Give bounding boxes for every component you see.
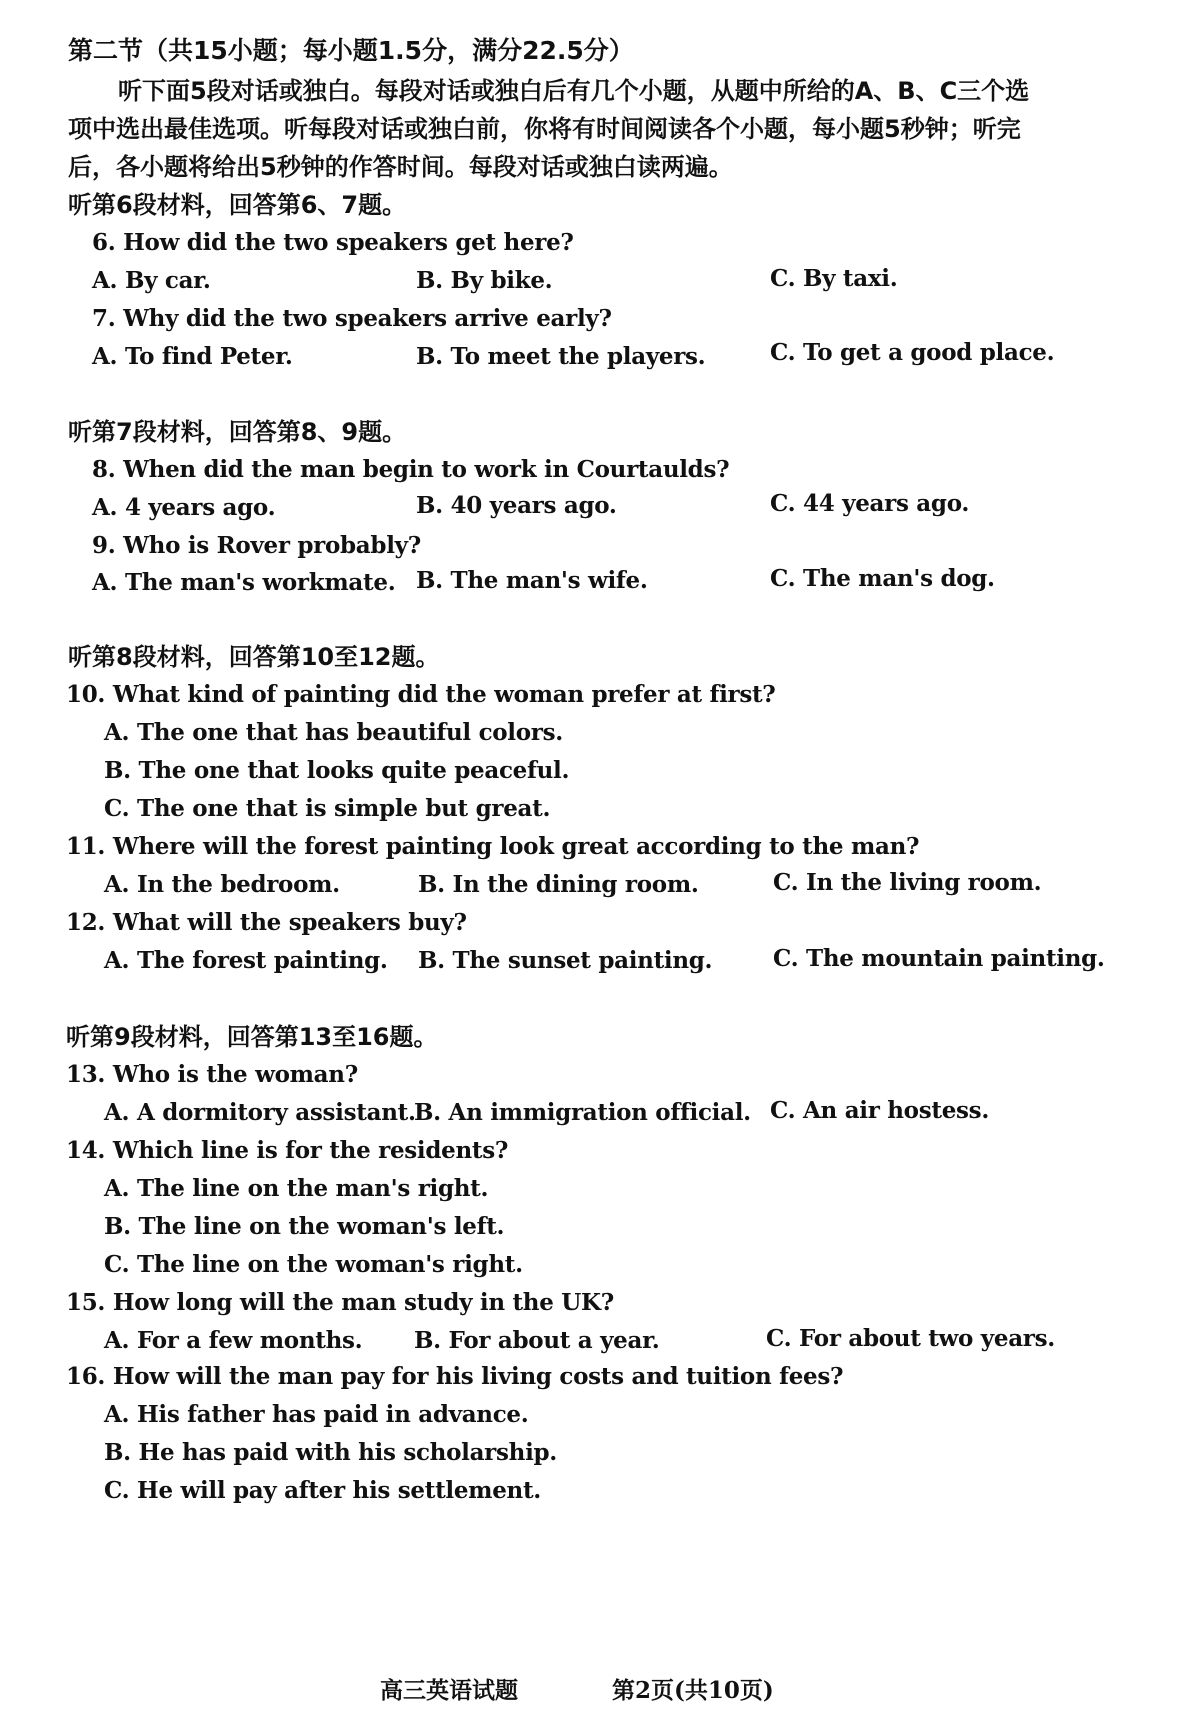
question-12-option-b: B. The sunset painting. — [418, 947, 713, 974]
question-6-option-c: C. By taxi. — [770, 265, 898, 292]
question-11-option-c: C. In the living room. — [773, 869, 1042, 896]
question-16-option-c: C. He will pay after his settlement. — [104, 1477, 541, 1504]
question-9-stem: 9. Who is Rover probably? — [92, 532, 421, 559]
question-12-stem: 12. What will the speakers buy? — [66, 909, 467, 936]
section-intro-line-1: 听下面5段对话或独白。每段对话或独白后有几个小题，从题中所给的A、B、C三个选 — [118, 77, 1030, 105]
question-13-option-a: A. A dormitory assistant. — [104, 1099, 416, 1126]
section-intro-line-2: 项中选出最佳选项。听每段对话或独白前，你将有时间阅读各个小题，每小题5秒钟；听完 — [68, 115, 1021, 143]
group-header-7: 听第7段材料，回答第8、9题。 — [68, 418, 407, 446]
question-14-stem: 14. Which line is for the residents? — [66, 1137, 509, 1164]
question-7-option-b: B. To meet the players. — [416, 343, 706, 370]
footer-subject: 高三英语试题 — [380, 1677, 518, 1704]
footer-page-number: 第2页(共10页) — [612, 1677, 774, 1704]
question-14-option-b: B. The line on the woman's left. — [104, 1213, 505, 1240]
question-13-option-b: B. An immigration official. — [414, 1099, 751, 1126]
section-title: 第二节（共15小题；每小题1.5分，满分22.5分） — [68, 36, 634, 65]
question-7-option-c: C. To get a good place. — [770, 339, 1055, 366]
question-8-stem: 8. When did the man begin to work in Courtaulds? — [92, 456, 730, 483]
question-9-option-b: B. The man's wife. — [416, 567, 648, 594]
question-11-option-a: A. In the bedroom. — [104, 871, 340, 898]
question-16-option-b: B. He has paid with his scholarship. — [104, 1439, 557, 1466]
question-15-option-c: C. For about two years. — [766, 1325, 1055, 1352]
question-10-option-b: B. The one that looks quite peaceful. — [104, 757, 570, 784]
section-intro-line-3: 后，各小题将给出5秒钟的作答时间。每段对话或独白读两遍。 — [68, 153, 733, 181]
question-10-option-c: C. The one that is simple but great. — [104, 795, 551, 822]
group-header-8: 听第8段材料，回答第10至12题。 — [68, 643, 440, 671]
question-6-option-a: A. By car. — [92, 267, 211, 294]
question-14-option-a: A. The line on the man's right. — [104, 1175, 489, 1202]
group-header-6: 听第6段材料，回答第6、7题。 — [68, 191, 407, 219]
question-7-option-a: A. To find Peter. — [92, 343, 293, 370]
question-15-stem: 15. How long will the man study in the UK? — [66, 1289, 614, 1316]
question-9-option-c: C. The man's dog. — [770, 565, 995, 592]
question-6-option-b: B. By bike. — [416, 267, 553, 294]
question-12-option-c: C. The mountain painting. — [773, 945, 1105, 972]
question-6-stem: 6. How did the two speakers get here? — [92, 229, 574, 256]
question-7-stem: 7. Why did the two speakers arrive early? — [92, 305, 612, 332]
question-9-option-a: A. The man's workmate. — [92, 569, 396, 596]
question-11-stem: 11. Where will the forest painting look great according to the man? — [66, 833, 920, 860]
question-15-option-a: A. For a few months. — [104, 1327, 363, 1354]
question-8-option-a: A. 4 years ago. — [92, 494, 276, 521]
question-11-option-b: B. In the dining room. — [418, 871, 699, 898]
question-16-stem: 16. How will the man pay for his living costs and tuition fees? — [66, 1363, 844, 1390]
question-15-option-b: B. For about a year. — [414, 1327, 660, 1354]
question-8-option-c: C. 44 years ago. — [770, 490, 970, 517]
question-10-option-a: A. The one that has beautiful colors. — [104, 719, 563, 746]
question-13-option-c: C. An air hostess. — [770, 1097, 990, 1124]
question-12-option-a: A. The forest painting. — [104, 947, 388, 974]
question-14-option-c: C. The line on the woman's right. — [104, 1251, 523, 1278]
group-header-9: 听第9段材料，回答第13至16题。 — [66, 1023, 438, 1051]
question-10-stem: 10. What kind of painting did the woman prefer at first? — [66, 681, 776, 708]
question-13-stem: 13. Who is the woman? — [66, 1061, 358, 1088]
question-8-option-b: B. 40 years ago. — [416, 492, 617, 519]
question-16-option-a: A. His father has paid in advance. — [104, 1401, 529, 1428]
